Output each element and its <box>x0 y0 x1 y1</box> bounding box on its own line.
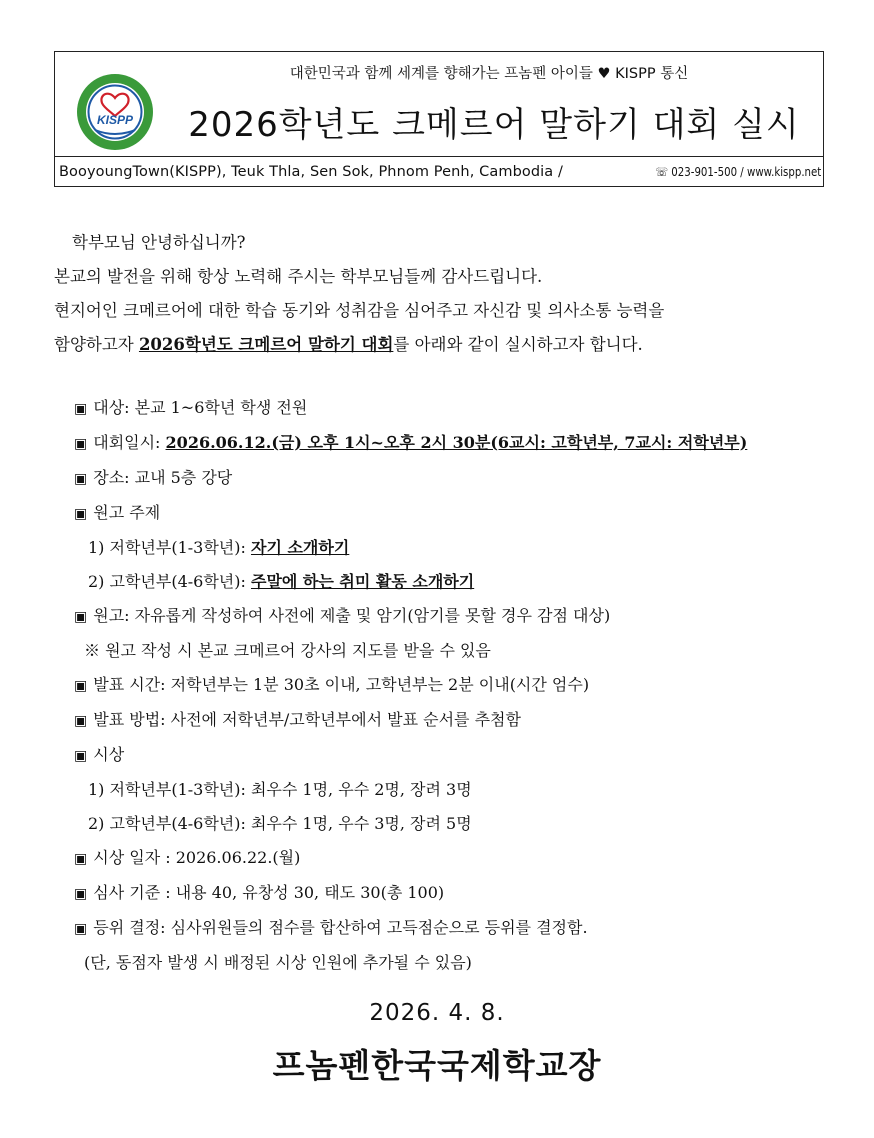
intro-line <box>54 328 834 362</box>
intro-text: 함양하고자 <box>54 335 139 354</box>
intro-paragraph <box>54 226 834 362</box>
header-divider <box>55 156 823 157</box>
bullet-icon: ▣ <box>74 506 88 522</box>
school-signature: 프놈펜한국국제학교장 <box>272 1046 602 1085</box>
detail-date-value: 2026.06.12.(금) 오후 1시~오후 2시 30분(6교시: 고학년부, 7교시: 저학년부) <box>165 433 748 452</box>
award-lower: 1) 저학년부(1-3학년): 최우수 1명, 우수 2명, 장려 3명 <box>88 780 472 799</box>
bullet-icon: ▣ <box>74 886 88 902</box>
page-title: 2026학년도 크메르어 말하기 대회 실시 <box>188 105 800 145</box>
topic-lower-value: 자기 소개하기 <box>250 538 350 557</box>
detail-text: 등위 결정: 심사위원들의 점수를 합산하여 고득점순으로 등위를 결정함. <box>93 918 588 937</box>
detail-text: 대상: 본교 1~6학년 학생 전원 <box>93 398 308 417</box>
issue-date: 2026. 4. 8. <box>369 1000 505 1026</box>
bullet-icon: ▣ <box>74 713 88 729</box>
header-address-bar <box>55 158 823 186</box>
detail-label: 2) 고학년부(4-6학년): <box>88 572 251 591</box>
school-contact: ☏ 023-901-500 / www.kispp.net <box>654 165 821 179</box>
event-name: 2026학년도 크메르어 말하기 대회 <box>138 335 394 354</box>
detail-text: 발표 방법: 사전에 저학년부/고학년부에서 발표 순서를 추첨함 <box>93 710 521 729</box>
detail-date <box>74 426 834 461</box>
bullet-icon: ▣ <box>74 921 88 937</box>
intro-line: 현지어인 크메르어에 대한 학습 동기와 성취감을 심어주고 자신감 및 의사소통 능력을 <box>54 301 665 320</box>
bullet-icon: ▣ <box>74 748 88 764</box>
svg-text:KISPP: KISPP <box>96 113 134 127</box>
detail-text: 원고 주제 <box>93 503 161 522</box>
intro-greeting: 학부모님 안녕하십니까? <box>72 233 246 252</box>
detail-ranking <box>74 911 834 946</box>
detail-method <box>74 703 834 738</box>
award-upper: 2) 고학년부(4-6학년): 최우수 1명, 우수 3명, 장려 5명 <box>88 814 472 833</box>
ranking-note: (단, 동점자 발생 시 배정된 시상 인원에 추가될 수 있음) <box>84 953 472 972</box>
bullet-icon: ▣ <box>74 471 88 487</box>
detail-target <box>74 391 834 426</box>
intro-text: 를 아래와 같이 실시하고자 합니다. <box>393 335 643 354</box>
detail-script <box>74 599 834 634</box>
event-details <box>74 391 834 980</box>
detail-text: 심사 기준 : 내용 40, 유창성 30, 태도 30(총 100) <box>93 883 445 902</box>
detail-criteria <box>74 876 834 911</box>
detail-label: 대회일시: <box>93 433 166 452</box>
detail-place <box>74 461 834 496</box>
detail-text: 발표 시간: 저학년부는 1분 30초 이내, 고학년부는 2분 이내(시간 엄수) <box>93 675 590 694</box>
detail-text: 원고: 자유롭게 작성하여 사전에 제출 및 암기(암기를 못할 경우 감점 대상) <box>93 606 611 625</box>
school-address: BooyoungTown(KISPP), Teuk Thla, Sen Sok, Phnom Penh, Cambodia / <box>59 164 563 180</box>
bullet-icon: ▣ <box>74 436 88 452</box>
detail-topic <box>74 496 834 531</box>
detail-text: 시상 <box>93 745 125 764</box>
detail-time <box>74 668 834 703</box>
header-subtitle: 대한민국과 함께 세계를 향해가는 프놈펜 아이들 ♥ KISPP 통신 <box>289 66 689 82</box>
bullet-icon: ▣ <box>74 678 88 694</box>
script-note: ※ 원고 작성 시 본교 크메르어 강사의 지도를 받을 수 있음 <box>84 641 491 660</box>
school-logo <box>75 72 155 152</box>
topic-upper-value: 주말에 하는 취미 활동 소개하기 <box>250 572 475 591</box>
detail-award-date <box>74 841 834 876</box>
bullet-icon: ▣ <box>74 401 88 417</box>
detail-label: 1) 저학년부(1-3학년): <box>88 538 251 557</box>
header-top <box>55 52 823 156</box>
bullet-icon: ▣ <box>74 609 88 625</box>
bullet-icon: ▣ <box>74 851 88 867</box>
detail-award <box>74 738 834 773</box>
detail-text: 시상 일자 : 2026.06.22.(월) <box>93 848 301 867</box>
newsletter-header <box>54 51 824 187</box>
detail-text: 장소: 교내 5층 강당 <box>93 468 233 487</box>
topic-lower <box>74 531 834 565</box>
intro-line: 본교의 발전을 위해 항상 노력해 주시는 학부모님들께 감사드립니다. <box>54 267 543 286</box>
topic-upper <box>74 565 834 599</box>
